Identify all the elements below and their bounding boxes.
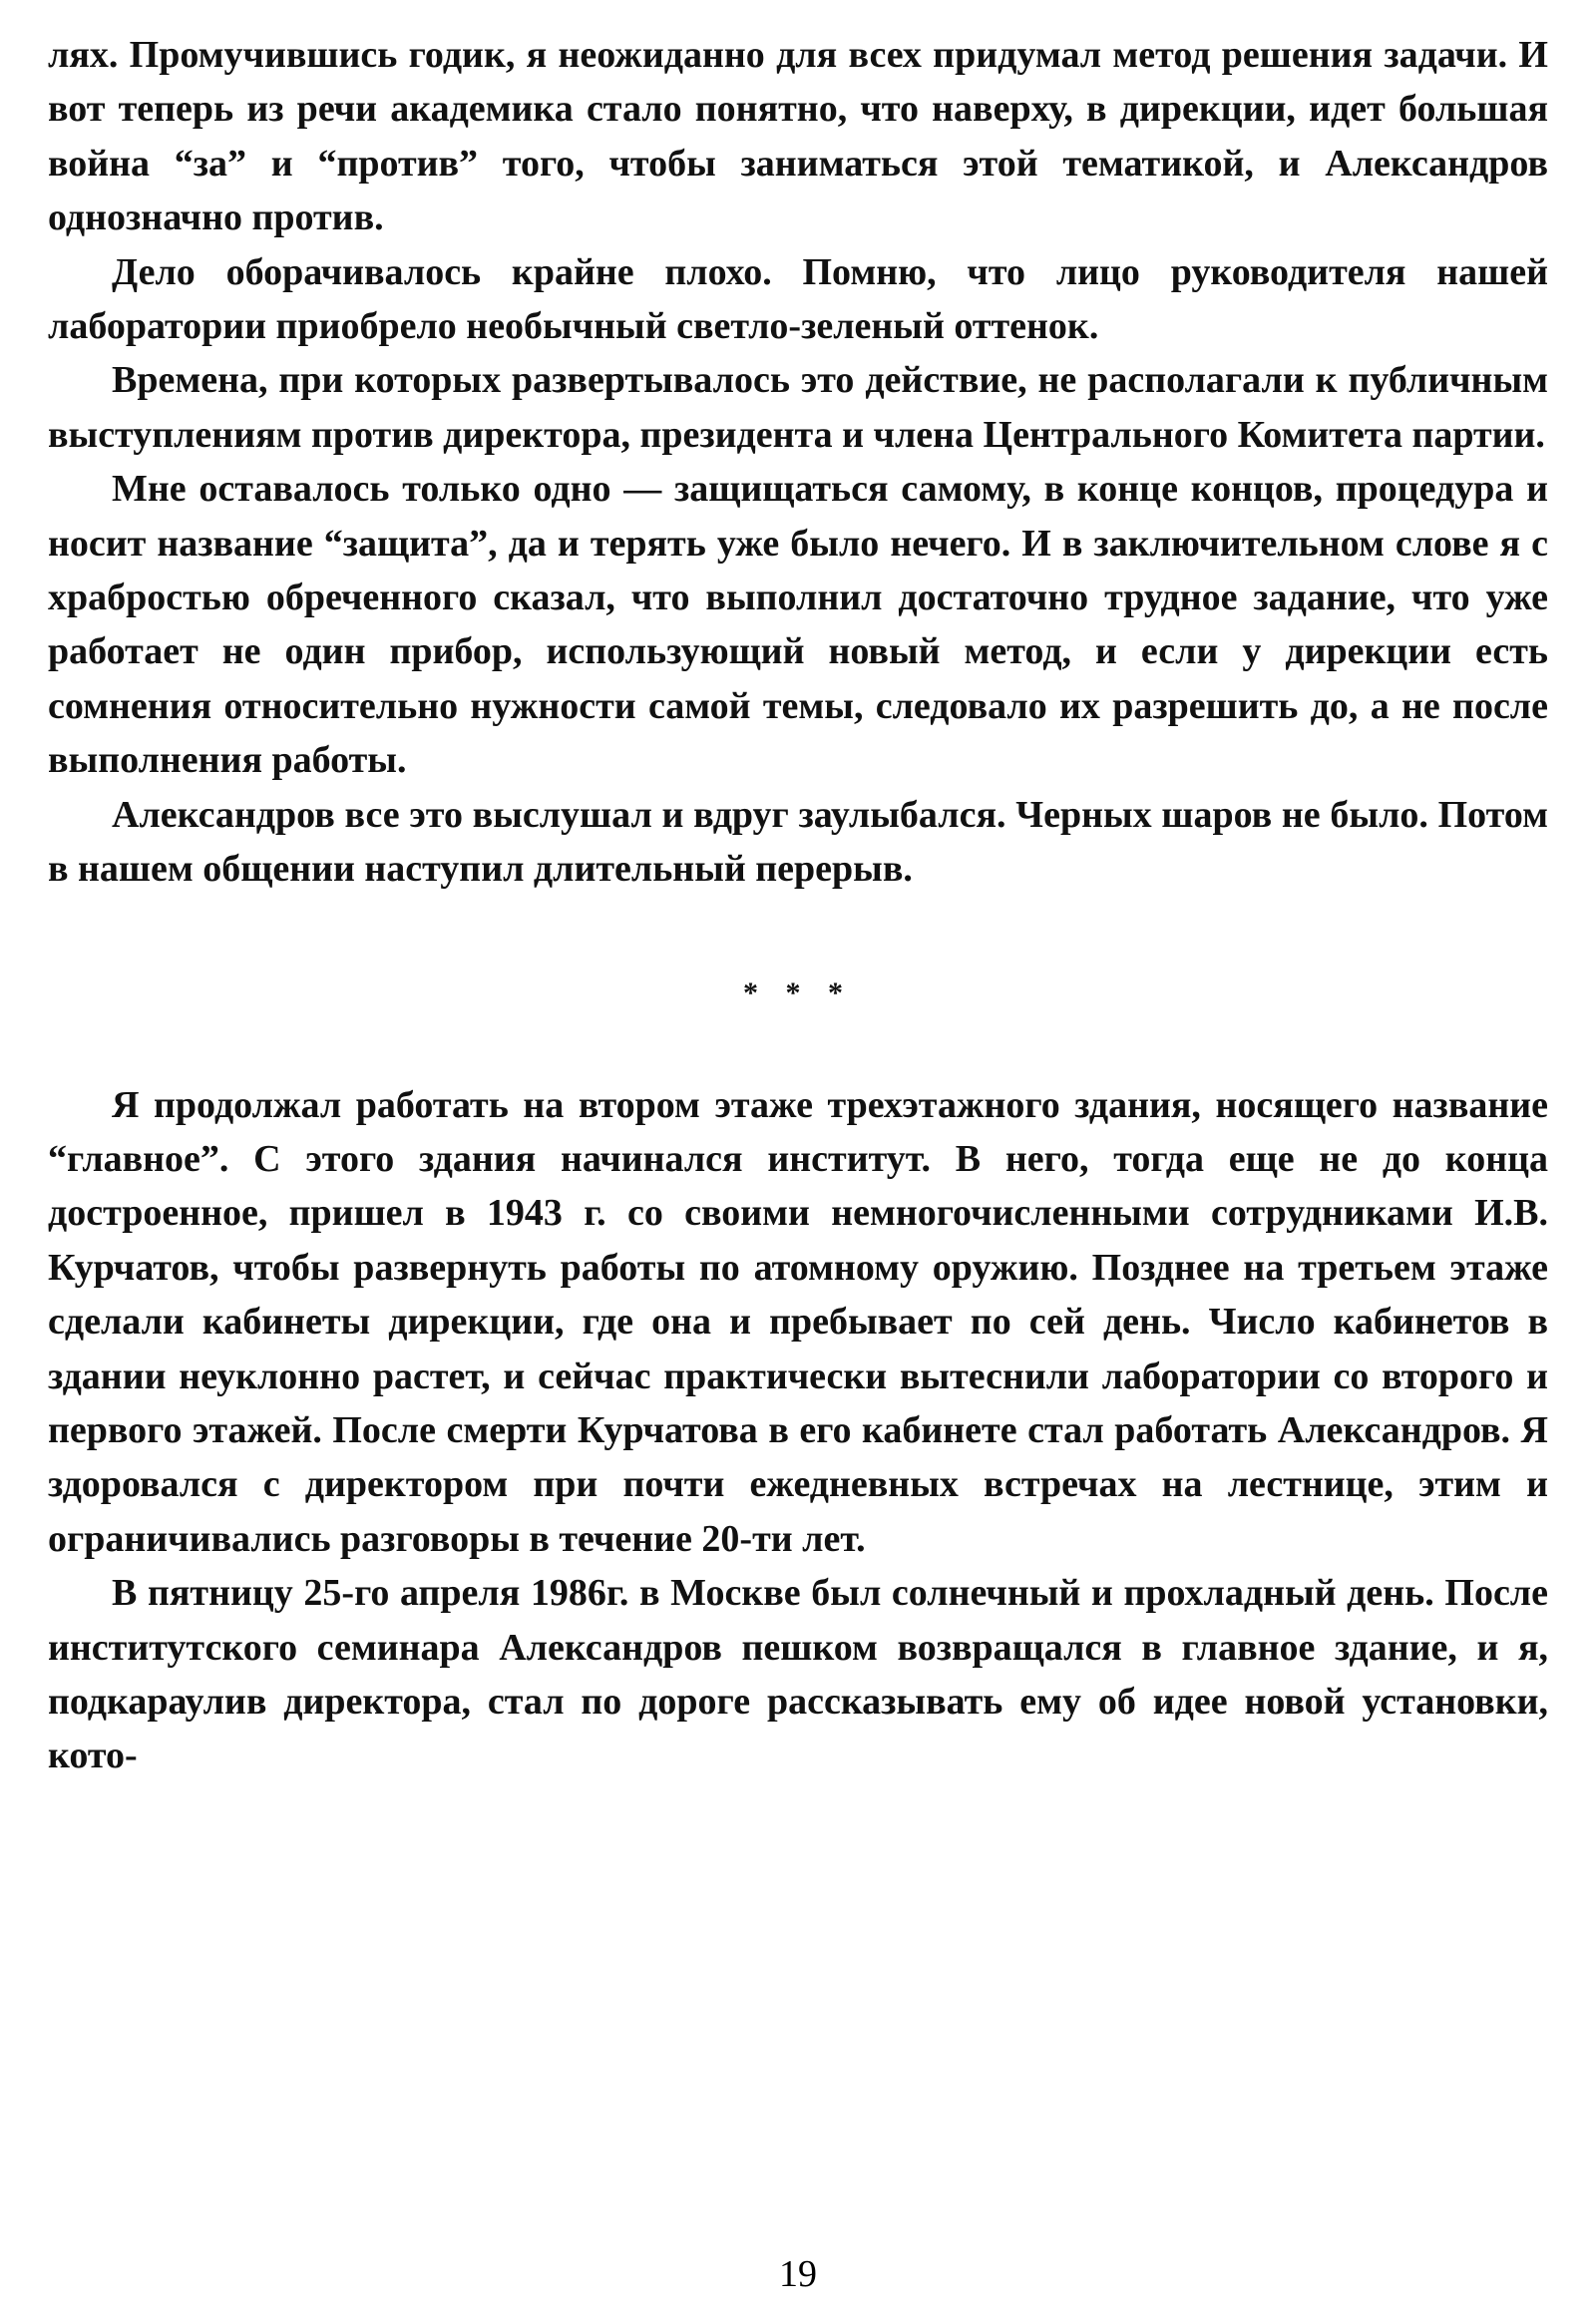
paragraph: Мне оставалось только одно — защищаться самому, в конце концов, процедура и носит название “защита”, да и терять уже было нечего. И в заключительном слове я с храбростью обреченного сказал, что выполнил достаточно трудное задание, что уже работает не один прибор, использующий новый метод, и если у дирекции есть сомнения относительно нужности самой темы, следовало их разрешить до, а не после выполнения работы. bbox=[48, 468, 1548, 782]
page-number: 19 bbox=[779, 2253, 817, 2295]
text-section-2 bbox=[48, 1078, 1548, 1783]
paragraph: В пятницу 25-го апреля 1986г. в Москве был солнечный и прохладный день. После институтского семинара Александров пешком возвращался в главное здание, и я, подкараулив директора, стал по дороге рассказывать ему об идее новой установки, кото- bbox=[48, 1572, 1548, 1777]
paragraph: Александров все это выслушал и вдруг заулыбался. Черных шаров не было. Потом в нашем общении наступил длительный перерыв. bbox=[48, 793, 1548, 891]
text-section-1 bbox=[48, 28, 1548, 897]
paragraph: Времена, при которых развертывалось это действие, не располагали к публичным выступлениям против директора, президента и члена Центрального Комитета партии. bbox=[48, 359, 1548, 456]
paragraph: лях. Промучившись годик, я неожиданно для всех придумал метод решения задачи. И вот теперь из речи академика стало понятно, что наверху, в дирекции, идет большая война “за” и “против” того, чтобы заниматься этой тематикой, и Александров однозначно против. bbox=[48, 34, 1548, 239]
section-divider: * * * bbox=[743, 975, 853, 1009]
paragraph: Я продолжал работать на втором этаже трехэтажного здания, носящего название “главное”. С этого здания начинался институт. В него, тогда еще не до конца достроенное, пришел в 1943 г. со своими немногочисленными сотрудниками И.В. Курчатов, чтобы развернуть работы по атомному оружию. Позднее на третьем этаже сделали кабинеты дирекции, где она и пребывает по сей день. Число кабинетов в здании неуклонно растет, и сейчас практически вытеснили лаборатории со второго и первого этажей. После смерти Курчатова в его кабинете стал работать Александров. Я здоровался с директором при почти ежедневных встречах на лестнице, этим и ограничивались разговоры в течение 20-ти лет. bbox=[48, 1083, 1548, 1560]
paragraph: Дело оборачивалось крайне плохо. Помню, что лицо руководителя нашей лаборатории приобрело необычный светло-зеленый оттенок. bbox=[48, 250, 1548, 348]
